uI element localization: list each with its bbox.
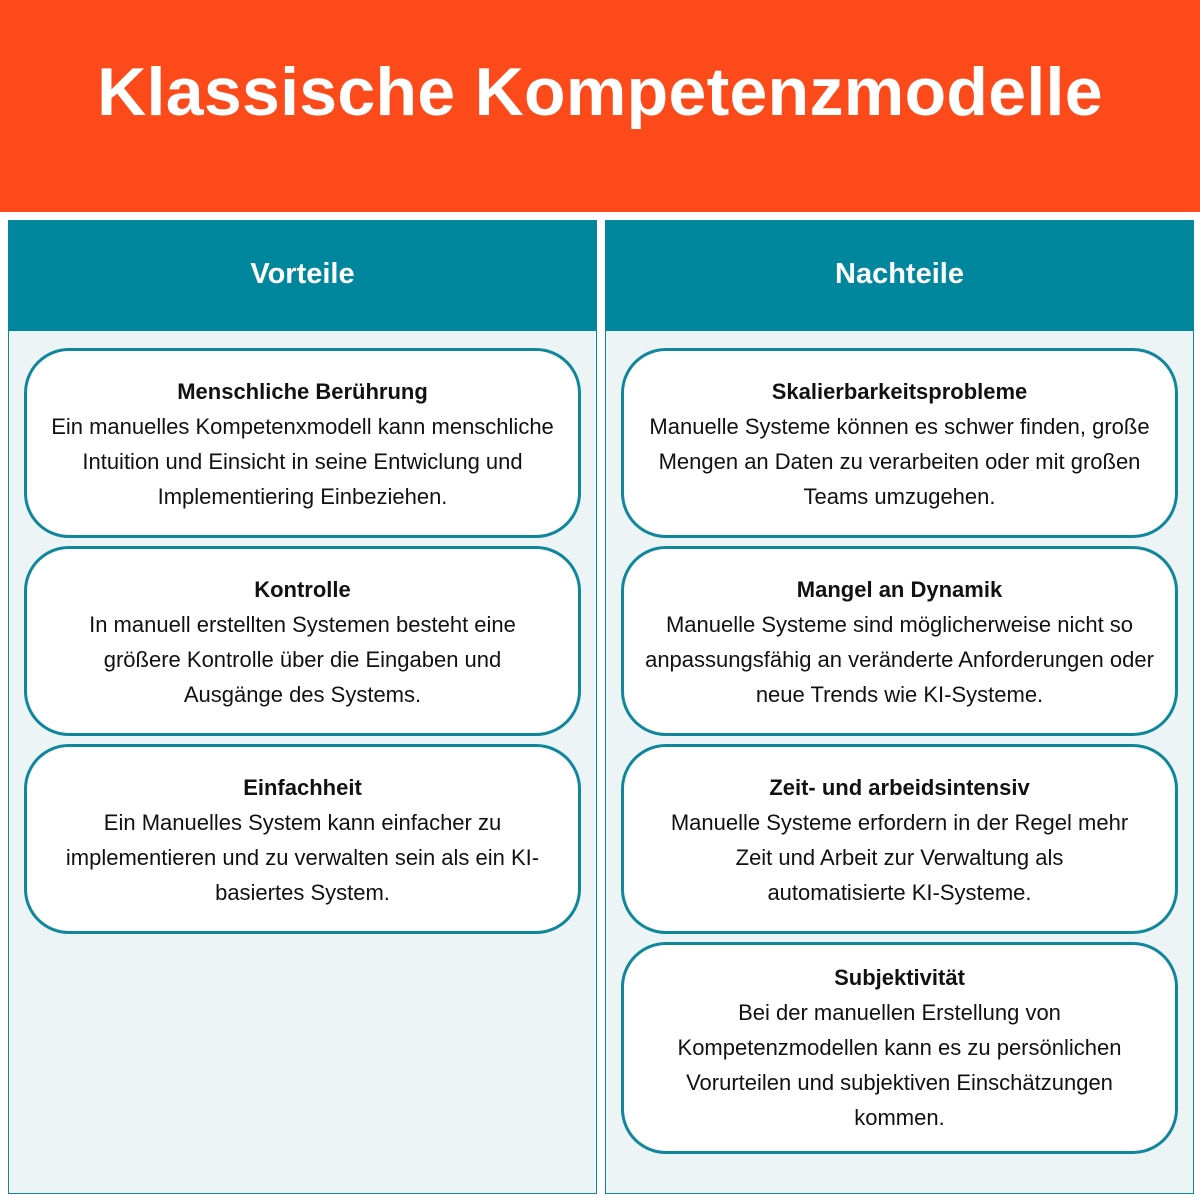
card-title: Menschliche Berührung <box>177 379 428 404</box>
card-title: Einfachheit <box>243 775 362 800</box>
card-title: Kontrolle <box>254 577 351 602</box>
card-text: Ein manuelles Kompetenxmodell kann menschliche Intuition und Einsicht in seine Entwiclung und Implementiering Einbeziehen. <box>51 414 554 509</box>
card-kontrolle <box>24 546 581 736</box>
card-mangel-an-dynamik <box>621 546 1178 736</box>
nachteile-header: Nachteile <box>606 221 1193 331</box>
vorteile-header: Vorteile <box>9 221 596 331</box>
card-zeit-und-arbeitsintensiv <box>621 744 1178 934</box>
title-banner <box>0 0 1200 212</box>
card-title: Mangel an Dynamik <box>796 577 1003 602</box>
vorteile-column <box>8 220 597 1194</box>
card-menschliche-beruehrung <box>24 348 581 538</box>
card-einfachheit <box>24 744 581 934</box>
card-text: Manuelle Systeme können es schwer finden, große Mengen an Daten zu verarbeiten oder mit großen Teams umzugehen. <box>649 414 1150 509</box>
card-subjektivitaet <box>621 942 1178 1154</box>
card-title: Subjektivität <box>834 965 965 990</box>
page-title: Klassische Kompetenzmodelle <box>97 54 1103 130</box>
card-text: In manuell erstellten Systemen besteht eine größere Kontrolle über die Eingaben und Ausgänge des Systems. <box>89 612 516 707</box>
card-text: Bei der manuellen Erstellung von Kompetenzmodellen kann es zu persönlichen Vorurteilen und subjektiven Einschätzungen kommen. <box>677 1000 1122 1130</box>
card-title: Skalierbarkeitsprobleme <box>771 379 1028 404</box>
nachteile-column <box>605 220 1194 1194</box>
card-title: Zeit- und arbeidsintensiv <box>769 775 1030 800</box>
card-skalierbarkeitsprobleme <box>621 348 1178 538</box>
card-text: Manuelle Systeme sind möglicherweise nicht so anpassungsfähig an veränderte Anforderungen oder neue Trends wie KI-Systeme. <box>645 612 1154 707</box>
card-text: Ein Manuelles System kann einfacher zu implementieren und zu verwalten sein als ein KI-basiertes System. <box>65 810 540 905</box>
card-text: Manuelle Systeme erfordern in der Regel mehr Zeit und Arbeit zur Verwaltung als automatisierte KI-Systeme. <box>670 810 1129 905</box>
